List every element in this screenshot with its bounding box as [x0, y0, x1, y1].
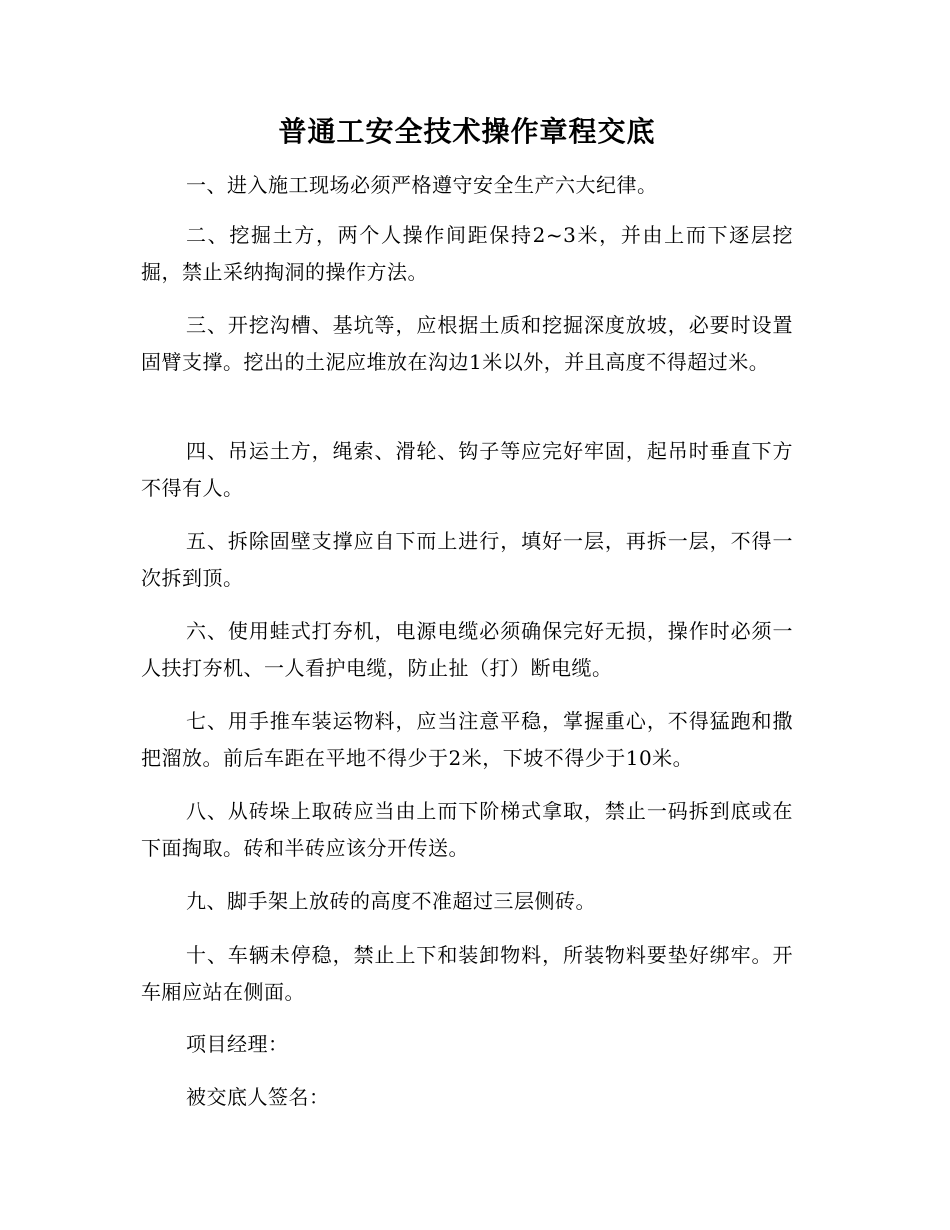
paragraph-6: 六、使用蛙式打夯机，电源电缆必须确保完好无损，操作时必须一人扶打夯机、一人看护电缆，防止扯（打）断电缆。: [141, 619, 793, 680]
document-title: 普通工安全技术操作章程交底: [278, 115, 656, 148]
document-page: [141, 0, 793, 1230]
recipient-signature-label: 被交底人签名：: [186, 1085, 330, 1109]
paragraph-2: 二、挖掘土方，两个人操作间距保持2~3米，并由上而下逐层挖掘，禁止采纳掏洞的操作方法。: [141, 223, 793, 284]
paragraph-3: 三、开挖沟槽、基坑等，应根据土质和挖掘深度放坡，必要时设置固臂支撑。挖出的土泥应堆放在沟边1米以外，并且高度不得超过米。: [141, 313, 793, 374]
paragraph-4: 四、吊运土方，绳索、滑轮、钩子等应完好牢固，起吊时垂直下方不得有人。: [141, 439, 793, 500]
project-manager-signature-label: 项目经理：: [186, 1032, 289, 1056]
paragraph-1: 一、进入施工现场必须严格遵守安全生产六大纪律。: [186, 173, 658, 197]
paragraph-10: 十、车辆未停稳，禁止上下和装卸物料，所装物料要垫好绑牢。开车厢应站在侧面。: [141, 943, 793, 1004]
paragraph-7: 七、用手推车装运物料，应当注意平稳，掌握重心，不得猛跑和撒把溜放。前后车距在平地不得少于2米，下坡不得少于10米。: [141, 709, 793, 770]
paragraph-5: 五、拆除固壁支撑应自下而上进行，填好一层，再拆一层，不得一次拆到顶。: [141, 529, 793, 590]
paragraph-8: 八、从砖垛上取砖应当由上而下阶梯式拿取，禁止一码拆到底或在下面掏取。砖和半砖应该分开传送。: [141, 799, 793, 860]
paragraph-9: 九、脚手架上放砖的高度不准超过三层侧砖。: [186, 889, 596, 913]
